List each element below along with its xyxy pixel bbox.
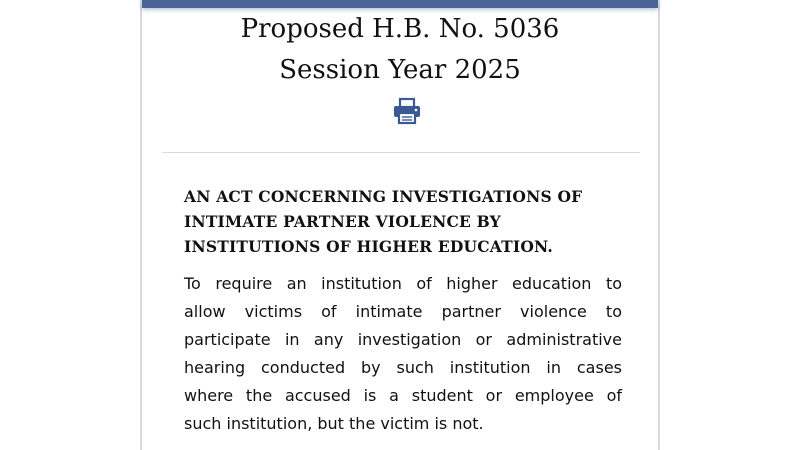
printer-icon	[392, 97, 422, 125]
summary-line: such institution, but the victim is not.	[184, 414, 484, 433]
act-title	[184, 184, 624, 259]
section-divider	[162, 152, 640, 153]
summary-line: hearing conducted by such institution in cases	[184, 358, 622, 377]
summary-line: participate in any investigation or administrative	[184, 330, 622, 349]
summary-line: where the accused is a student or employee of	[184, 386, 622, 405]
print-button[interactable]	[392, 97, 422, 125]
bill-page	[140, 0, 660, 450]
act-title-line: AN ACT CONCERNING INVESTIGATIONS OF	[184, 187, 583, 206]
act-title-line: INTIMATE PARTNER VIOLENCE BY	[184, 212, 501, 231]
act-title-line: INSTITUTIONS OF HIGHER EDUCATION.	[184, 237, 554, 256]
act-summary	[184, 270, 622, 438]
summary-line: allow victims of intimate partner violence to	[184, 302, 622, 321]
bill-number-title: Proposed H.B. No. 5036	[240, 14, 560, 44]
summary-line: To require an institution of higher education to	[184, 274, 622, 293]
session-year-title: Session Year 2025	[279, 55, 521, 85]
header-accent-bar	[142, 0, 658, 8]
